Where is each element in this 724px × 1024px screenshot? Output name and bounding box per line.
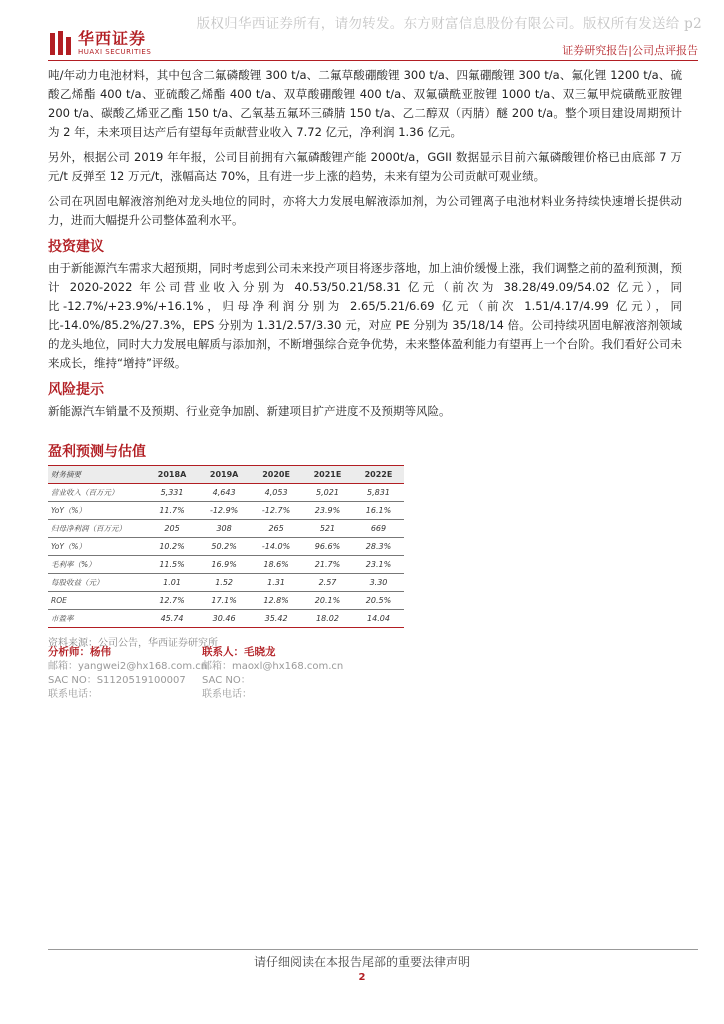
- year-header: 2018A: [146, 466, 198, 484]
- header-divider: [48, 60, 698, 61]
- cell: 1.01: [146, 574, 198, 592]
- cell: 96.6%: [302, 538, 353, 556]
- page-number: 2: [358, 972, 366, 983]
- cell: 17.1%: [198, 592, 250, 610]
- cell: 30.46: [198, 610, 250, 628]
- section-title-invest: 投资建议: [48, 239, 104, 255]
- cell: -12.7%: [250, 502, 302, 520]
- cell: 1.31: [250, 574, 302, 592]
- cell: 50.2%: [198, 538, 250, 556]
- cell: 5,331: [146, 484, 198, 502]
- forecast-table-title: 盈利预测与估值: [48, 444, 146, 460]
- section-title-risk: 风险提示: [48, 382, 104, 398]
- cell: 11.7%: [146, 502, 198, 520]
- row-label: 每股收益（元）: [48, 574, 146, 592]
- header-label: 财务摘要: [48, 466, 146, 484]
- analyst-phone: 联系电话：: [48, 689, 98, 700]
- table-row: [48, 610, 404, 628]
- paragraph-additives: 公司在巩固电解液溶剂绝对龙头地位的同时，亦将大力发展电解液添加剂，为公司锂离子电池材料业务持续快速增长提供动力，进而大幅提升公司整体盈利水平。: [48, 194, 682, 227]
- cell: 20.5%: [353, 592, 404, 610]
- analyst-sac: SAC NO：S1120519100007: [48, 675, 186, 686]
- cell: 23.1%: [353, 556, 404, 574]
- cell: 16.9%: [198, 556, 250, 574]
- cell: 18.6%: [250, 556, 302, 574]
- cell: 28.3%: [353, 538, 404, 556]
- cell: -14.0%: [250, 538, 302, 556]
- year-header: 2019A: [198, 466, 250, 484]
- cell: 1.52: [198, 574, 250, 592]
- cell: 45.74: [146, 610, 198, 628]
- cell: 16.1%: [353, 502, 404, 520]
- row-label: YoY（%）: [48, 502, 146, 520]
- cell: 2.57: [302, 574, 353, 592]
- table-row: [48, 520, 404, 538]
- cell: 5,831: [353, 484, 404, 502]
- contact-email[interactable]: 邮箱：maoxl@hx168.com.cn: [202, 661, 344, 672]
- year-header: 2020E: [250, 466, 302, 484]
- footer-disclaimer: 请仔细阅读在本报告尾部的重要法律声明: [253, 955, 470, 969]
- year-header: 2021E: [302, 466, 353, 484]
- contact-phone: 联系电话：: [202, 689, 252, 700]
- row-label: 营业收入（百万元）: [48, 484, 146, 502]
- paragraph-invest: 由于新能源汽车需求大超预期，同时考虑到公司未来投产项目将逐步落地，加上油价缓慢上涨，我们调整之前的盈利预测，预计 2020-2022 年公司营业收入分别为 40.53/50.21/58.31 亿元（前次为 38.28/49.09/54.02 亿元），同比-12.7%/+23.9%/+16.1%，归母净利润分别为 2.65/5.21/6.69 亿元（前次 1.51/4.17/4.99 亿元），同比-14.0%/85.2%/27.3%，EPS 分别为 1.31/2.57/3.30 元，对应 PE 分别为 35/18/14 倍。公司持续巩固电解液溶剂领域的龙头地位，同时大力发展电解质与添加剂，不断增强综合竞争优势，未来整体盈利能力有望再上一个台阶。我们看好公司未来成长，维持“增持”评级。: [48, 261, 682, 370]
- cell: 12.8%: [250, 592, 302, 610]
- cell: 5,021: [302, 484, 353, 502]
- contact-name: 联系人：毛晓龙: [202, 646, 276, 658]
- table-row: [48, 484, 404, 502]
- cell: 3.30: [353, 574, 404, 592]
- paragraph-project: 吨/年动力电池材料，其中包含二氟磷酸锂 300 t/a、二氟草酸硼酸锂 300 t/a、四氟硼酸锂 300 t/a、氟化锂 1200 t/a、硫酸乙烯酯 400 t/a、亚硫酸乙烯酯 400 t/a、双草酸硼酸锂 400 t/a、双氟磺酰亚胺锂 1000 t/a、双三氟甲烷磺酰亚胺锂 200 t/a、碳酸乙烯亚乙酯 150 t/a、乙氧基五氟环三磷腈 150 t/a、乙二醇双（丙腈）醚 200 t/a。整个项目建设周期预计为 2 年，未来项目达产后有望每年贡献营业收入 7.72 亿元，净利润 1.36 亿元。: [48, 68, 682, 139]
- cell: 205: [146, 520, 198, 538]
- cell: 23.9%: [302, 502, 353, 520]
- huaxi-logo-icon: [50, 31, 72, 55]
- cell: 4,643: [198, 484, 250, 502]
- contact-info: [202, 645, 402, 702]
- table-header-row: [48, 466, 404, 484]
- report-type-label: 证券研究报告|公司点评报告: [562, 44, 698, 57]
- analyst-email[interactable]: 邮箱：yangwei2@hx168.com.cn: [48, 661, 208, 672]
- paragraph-capacity: 另外，根据公司 2019 年年报，公司目前拥有六氟磷酸锂产能 2000t/a，GGII 数据显示目前六氟磷酸锂价格已由底部 7 万元/t 反弹至 12 万元/t，涨幅高达 70%，且有进一步上涨的趋势，未来有望为公司贡献可观业绩。: [48, 150, 682, 183]
- table-row: [48, 502, 404, 520]
- cell: 521: [302, 520, 353, 538]
- cell: 14.04: [353, 610, 404, 628]
- row-label: ROE: [48, 592, 146, 610]
- row-label: 归母净利润（百万元）: [48, 520, 146, 538]
- table-row: [48, 556, 404, 574]
- row-label: 毛利率（%）: [48, 556, 146, 574]
- logo-en-text: HUAXI SECURITIES: [78, 47, 152, 56]
- cell: 20.1%: [302, 592, 353, 610]
- cell: 12.7%: [146, 592, 198, 610]
- row-label: 市盈率: [48, 610, 146, 628]
- table-row: [48, 574, 404, 592]
- cell: 21.7%: [302, 556, 353, 574]
- report-body: [48, 66, 682, 649]
- paragraph-risk: 新能源汽车销量不及预期、行业竞争加剧、新建项目扩产进度不及预期等风险。: [48, 404, 451, 418]
- footer-divider: [48, 949, 698, 950]
- cell: 308: [198, 520, 250, 538]
- cell: 11.5%: [146, 556, 198, 574]
- company-logo: [50, 28, 152, 56]
- cell: 10.2%: [146, 538, 198, 556]
- cell: 4,053: [250, 484, 302, 502]
- analyst-name: 分析师：杨伟: [48, 646, 111, 658]
- cell: 669: [353, 520, 404, 538]
- cell: 18.02: [302, 610, 353, 628]
- forecast-table: [48, 465, 404, 628]
- cell: 35.42: [250, 610, 302, 628]
- watermark-text: 版权归华西证券所有，请勿转发。东方财富信息股份有限公司。版权所有发送给 p2: [196, 16, 702, 32]
- row-label: YoY（%）: [48, 538, 146, 556]
- table-row: [48, 538, 404, 556]
- contact-sac: SAC NO：: [202, 675, 251, 686]
- data-source-note: 资料来源：公司公告，华西证券研究所: [48, 638, 218, 649]
- cell: -12.9%: [198, 502, 250, 520]
- year-header: 2022E: [353, 466, 404, 484]
- cell: 265: [250, 520, 302, 538]
- logo-cn-text: 华西证券: [78, 28, 147, 48]
- table-row: [48, 592, 404, 610]
